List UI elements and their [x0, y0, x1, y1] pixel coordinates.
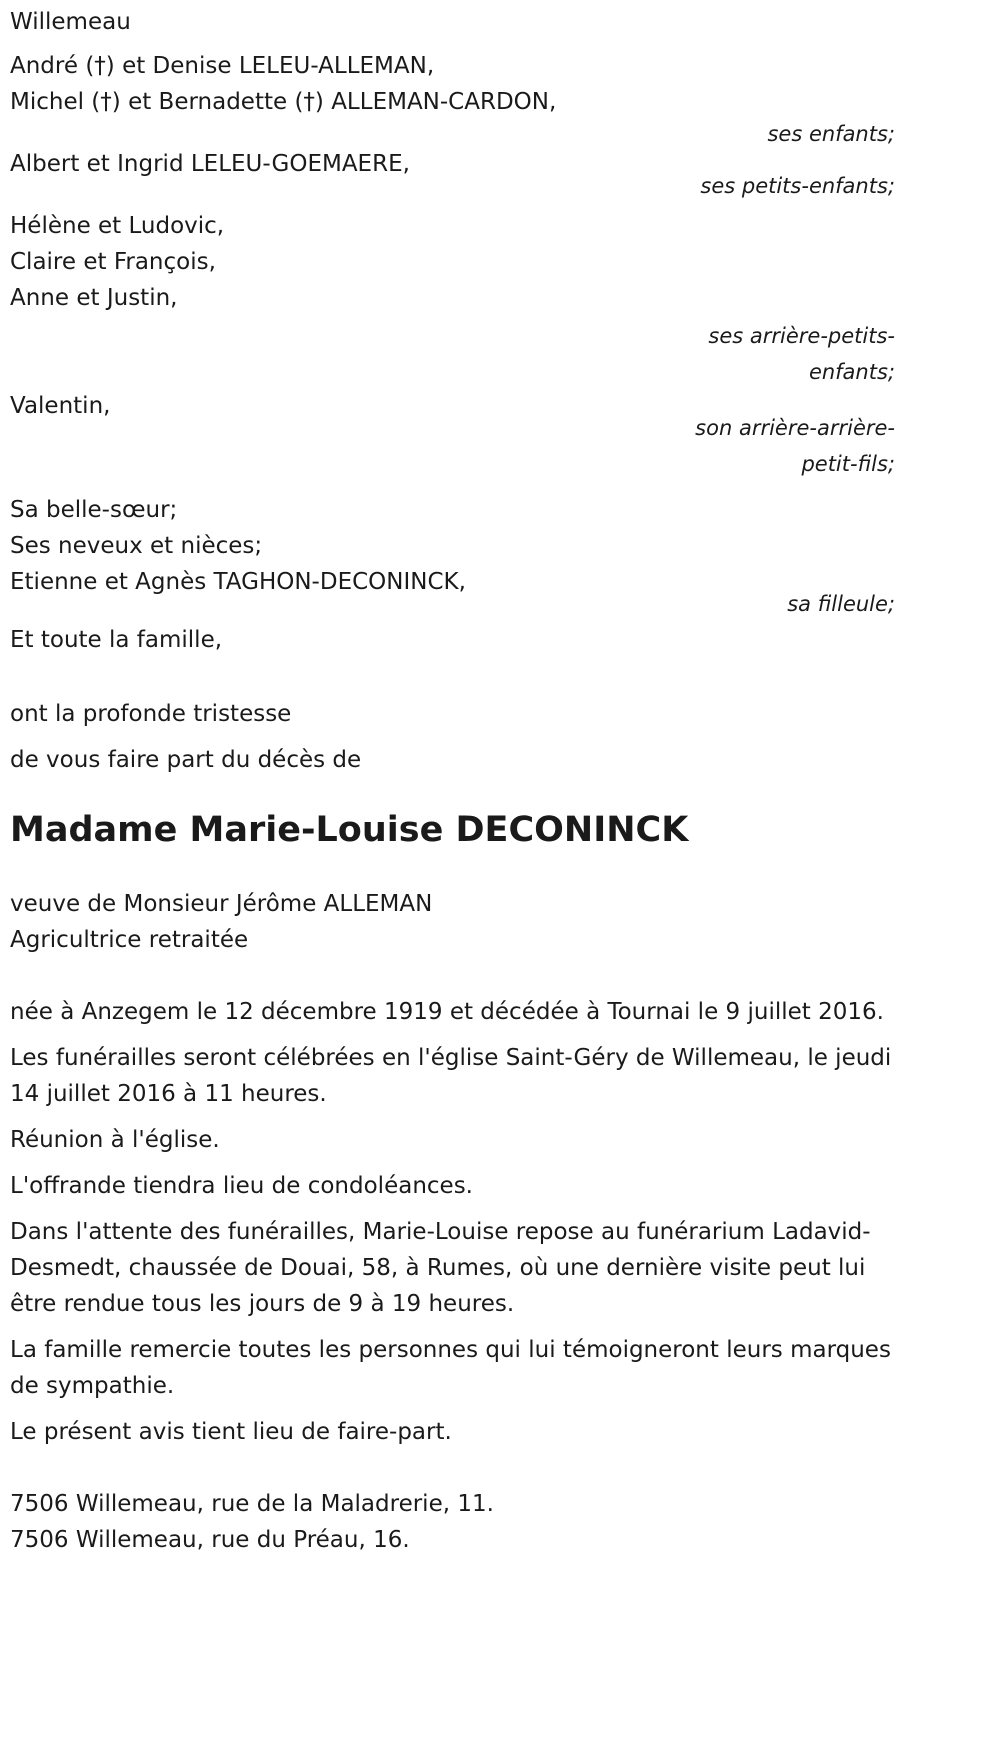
great-great-grandson-role-2: petit-fils; — [801, 452, 895, 476]
profession-line: Agricultrice retraitée — [10, 927, 249, 953]
offering-paragraph: L'offrande tiendra lieu de condoléances. — [10, 1173, 473, 1199]
great-great-grandson-line: Valentin, — [10, 393, 111, 419]
deceased-name: Madame Marie-Louise DECONINCK — [10, 810, 689, 850]
grandchildren-role: ses petits-enfants; — [700, 174, 895, 198]
announcement-line-1: ont la profonde tristesse — [10, 701, 292, 727]
godchild-line: Etienne et Agnès TAGHON-DECONINCK, — [10, 569, 466, 595]
meeting-paragraph: Réunion à l'église. — [10, 1127, 220, 1153]
notice-paragraph: Le présent avis tient lieu de faire-part. — [10, 1419, 452, 1445]
address-line-2: 7506 Willemeau, rue du Préau, 16. — [10, 1527, 410, 1553]
thanks-paragraph: La famille remercie toutes les personnes qui lui témoigneront leurs marques de sympathie. — [10, 1337, 891, 1399]
announcement-line-2: de vous faire part du décès de — [10, 747, 362, 773]
widow-of-line: veuve de Monsieur Jérôme ALLEMAN — [10, 891, 433, 917]
great-grandchildren-role-1: ses arrière-petits- — [708, 324, 895, 348]
great-great-grandson-role-1: son arrière-arrière- — [695, 416, 895, 440]
locality: Willemeau — [10, 9, 131, 35]
children-line-2: Michel (†) et Bernadette (†) ALLEMAN-CARDON, — [10, 89, 557, 115]
address-line-1: 7506 Willemeau, rue de la Maladrerie, 11. — [10, 1491, 494, 1517]
funeral-paragraph: Les funérailles seront célébrées en l'église Saint-Géry de Willemeau, le jeudi 14 juillet 2016 à 11 heures. — [10, 1045, 892, 1107]
birth-death-paragraph: née à Anzegem le 12 décembre 1919 et décédée à Tournai le 9 juillet 2016. — [10, 999, 884, 1025]
goddaughter-role: sa filleule; — [787, 592, 895, 616]
great-grandchildren-role-2: enfants; — [808, 360, 895, 384]
children-role: ses enfants; — [767, 122, 895, 146]
sister-in-law-line: Sa belle-sœur; — [10, 497, 178, 523]
grandchildren-line: Albert et Ingrid LELEU-GOEMAERE, — [10, 151, 410, 177]
great-grandchildren-line-2: Claire et François, — [10, 249, 216, 275]
children-line-1: André (†) et Denise LELEU-ALLEMAN, — [10, 53, 435, 79]
great-grandchildren-line-1: Hélène et Ludovic, — [10, 213, 225, 239]
whole-family-line: Et toute la famille, — [10, 627, 223, 653]
obituary-notice — [10, 0, 895, 1558]
nephews-nieces-line: Ses neveux et nièces; — [10, 533, 263, 559]
great-grandchildren-line-3: Anne et Justin, — [10, 285, 178, 311]
funeral-home-paragraph: Dans l'attente des funérailles, Marie-Louise repose au funérarium Ladavid-Desmedt, chaussée de Douai, 58, à Rumes, où une dernière visite peut lui être rendue tous les jours de 9 à 19 heures. — [10, 1219, 871, 1317]
